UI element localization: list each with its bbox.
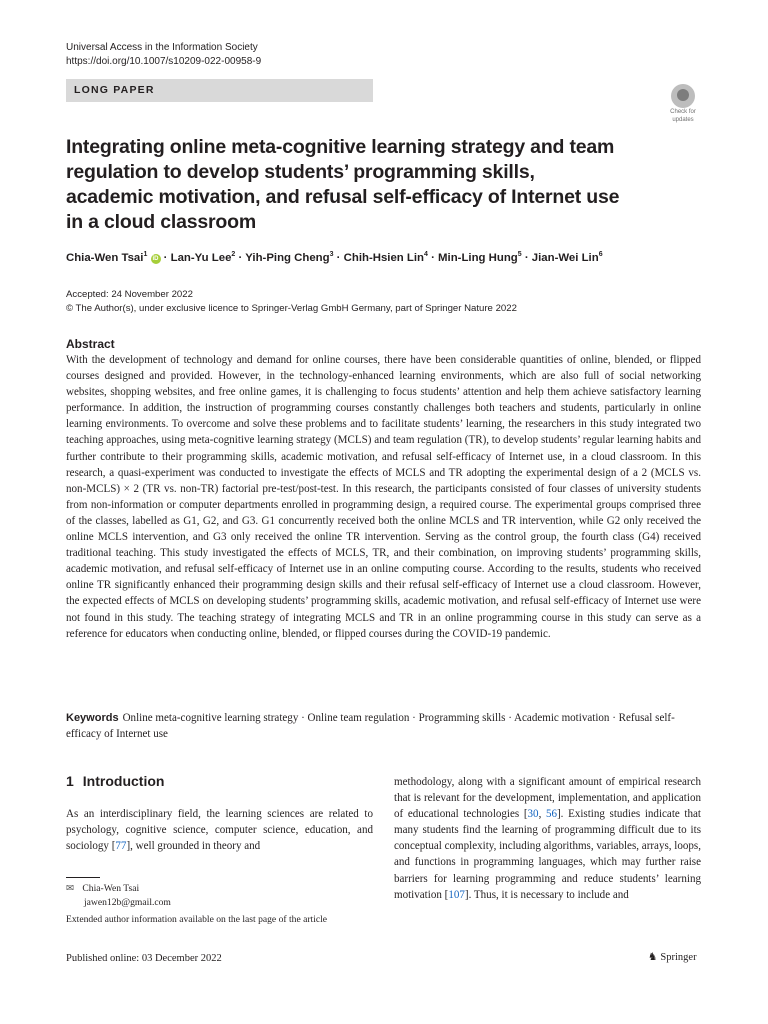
citation-link[interactable]: 56	[545, 808, 557, 821]
badge-line2: updates	[672, 117, 694, 123]
keywords-block	[66, 710, 701, 742]
corresponding-author: Chia-Wen Tsai	[82, 883, 140, 894]
author-affiliation: 3	[329, 251, 334, 258]
author-affiliation: 5	[517, 251, 522, 258]
journal-name: Universal Access in the Information Society	[66, 42, 258, 53]
extended-info-note: Extended author information available on the last page of the article	[66, 914, 328, 925]
citation-link[interactable]: 77	[115, 840, 127, 853]
journal-info	[66, 41, 261, 69]
author-name[interactable]: Chih-Hsien Lin	[343, 251, 425, 264]
author-name[interactable]: Jian-Wei Lin	[531, 251, 599, 264]
author-name[interactable]: Min-Ling Hung	[438, 251, 518, 264]
author-affiliation: 1	[143, 251, 148, 258]
check-for-updates-badge[interactable]	[665, 84, 701, 124]
footnote-divider	[66, 877, 100, 878]
author-name[interactable]: Chia-Wen Tsai	[66, 251, 144, 264]
doi-link[interactable]: https://doi.org/10.1007/s10209-022-00958-9	[66, 56, 262, 67]
section-number: 1	[66, 773, 74, 789]
check-updates-icon	[671, 84, 695, 108]
correspondence-block	[66, 882, 373, 927]
keywords-text: Online meta-cognitive learning strategy · Online team regulation · Programming skills · Academic motivation · Refusal self-efficacy of Internet use	[66, 712, 675, 741]
section-heading	[66, 773, 173, 789]
publisher-logo	[648, 951, 697, 963]
abstract-text: With the development of technology and demand for online courses, there have been considerable quantities of online, blended, or flipped courses designed and provided. However, in the technology-enhanced learning environments, which are also full of social networking websites, shopping websites, and free online games, it is challenging to focus students’ attention and help them achieve satisfactory learning performance. In addition, the instruction of programming courses constantly challenges both teachers and students, particularly in online learning environments. To overcome and solve these problems and to facilitate students’ learning, the researchers in this study integrated two teaching approaches, using meta-cognitive learning strategy (MCLS) and team regulation (TR), to develop students’ regular learning habits and further contribute to their programming skills, academic motivation, and refusal self-efficacy of Internet use, in a cloud classroom. In this research, a quasi-experiment was conducted to investigate the effects of MCLS and TR adopting the experimental design of a 2 (MCLS vs. non-MCLS) × 2 (TR vs. non-TR) factorial pre-test/post-test. In this research, the participants consisted of four classes of university students from non-information or computer departments enrolled in programming design, a required course. The experimental groups comprised three of the classes, labelled as G1, G2, and G3. G1 concurrently received both the online MCLS and TR intervention, while G2 only received the online MCLS intervention, and G3 only received the online TR intervention. Serving as the control group, the fourth class (G4) received traditional teaching. This study investigated the effects of MCLS, TR, and their combination, on improving students’ programming skills, academic motivation, and refusal self-efficacy of Internet use in an online computing course. According to the results, students who received online TR significantly enhanced their programming design skills and their refusal self-efficacy of Internet use a cloud classroom. However, the expected effects of MCLS on developing students’ programming skills, academic motivation, and refusal self-efficacy of Internet use were not found in this study. The teaching strategy of integrating MCLS and TR in an online programming course in this study can serve as a reference for educators when conducting online, blended, or flipped courses during the COVID-19 pandemic.	[66, 354, 701, 640]
author-email[interactable]: jawen12b@gmail.com	[84, 897, 171, 908]
article-title: Integrating online meta-cognitive learning strategy and team regulation to develop students’ programming skills, academic motivation, and refusal self-efficacy of Internet use in a cloud classroom	[66, 136, 620, 233]
author-list: Chia-Wen Tsai$^1$ iD · Lan-Yu Lee$^2$ · Yih-Ping Cheng$^3$ · Chih-Hsien Lin$^4$ · Min-Ling Hung$^5$ · Jian-Wei Lin$^6$	[66, 251, 603, 264]
badge-line1: Check for	[670, 109, 696, 115]
section-title: Introduction	[82, 773, 165, 789]
article-type-label: LONG PAPER	[74, 84, 155, 96]
accepted-date: Accepted: 24 November 2022	[66, 289, 193, 300]
envelope-icon: ✉	[66, 883, 75, 894]
author-name[interactable]: Yih-Ping Cheng	[245, 251, 330, 264]
copyright-line: © The Author(s), under exclusive licence to Springer-Verlag GmbH Germany, part of Springer Nature 2022	[66, 303, 517, 314]
citation-link[interactable]: 107	[448, 888, 465, 901]
published-date: Published online: 03 December 2022	[66, 953, 222, 964]
orcid-icon[interactable]: iD	[152, 255, 159, 262]
keywords-label: Keywords	[66, 712, 119, 724]
author-affiliation: 2	[231, 251, 236, 258]
dates-block	[66, 288, 517, 316]
author-name[interactable]: Lan-Yu Lee	[170, 251, 232, 264]
author-affiliation: 6	[598, 251, 603, 258]
body-column-left: As an interdisciplinary field, the learning sciences are related to psychology, cognitive science, computer science, education, and sociology [77], well grounded in theory and	[66, 808, 373, 853]
citation-link[interactable]: 30	[527, 808, 539, 821]
author-affiliation: 4	[424, 251, 428, 258]
abstract-heading: Abstract	[66, 337, 115, 351]
article-type-banner	[66, 79, 373, 102]
springer-horse-icon: ♞	[648, 951, 658, 963]
body-column-right: methodology, along with a significant amount of empirical research that is relevant for the development, implementation, and application of educational technologies [30, 56]. Existing studies indicate that many students find the learning of programming difficult due to its conceptual complexity, including algorithms, variables, arrays, loops, and functions in programming languages, which may further raise barriers for learning programming and reduce students’ learning motivation [107]. Thus, it is necessary to include and	[394, 776, 701, 901]
publisher-name: Springer	[660, 952, 697, 963]
